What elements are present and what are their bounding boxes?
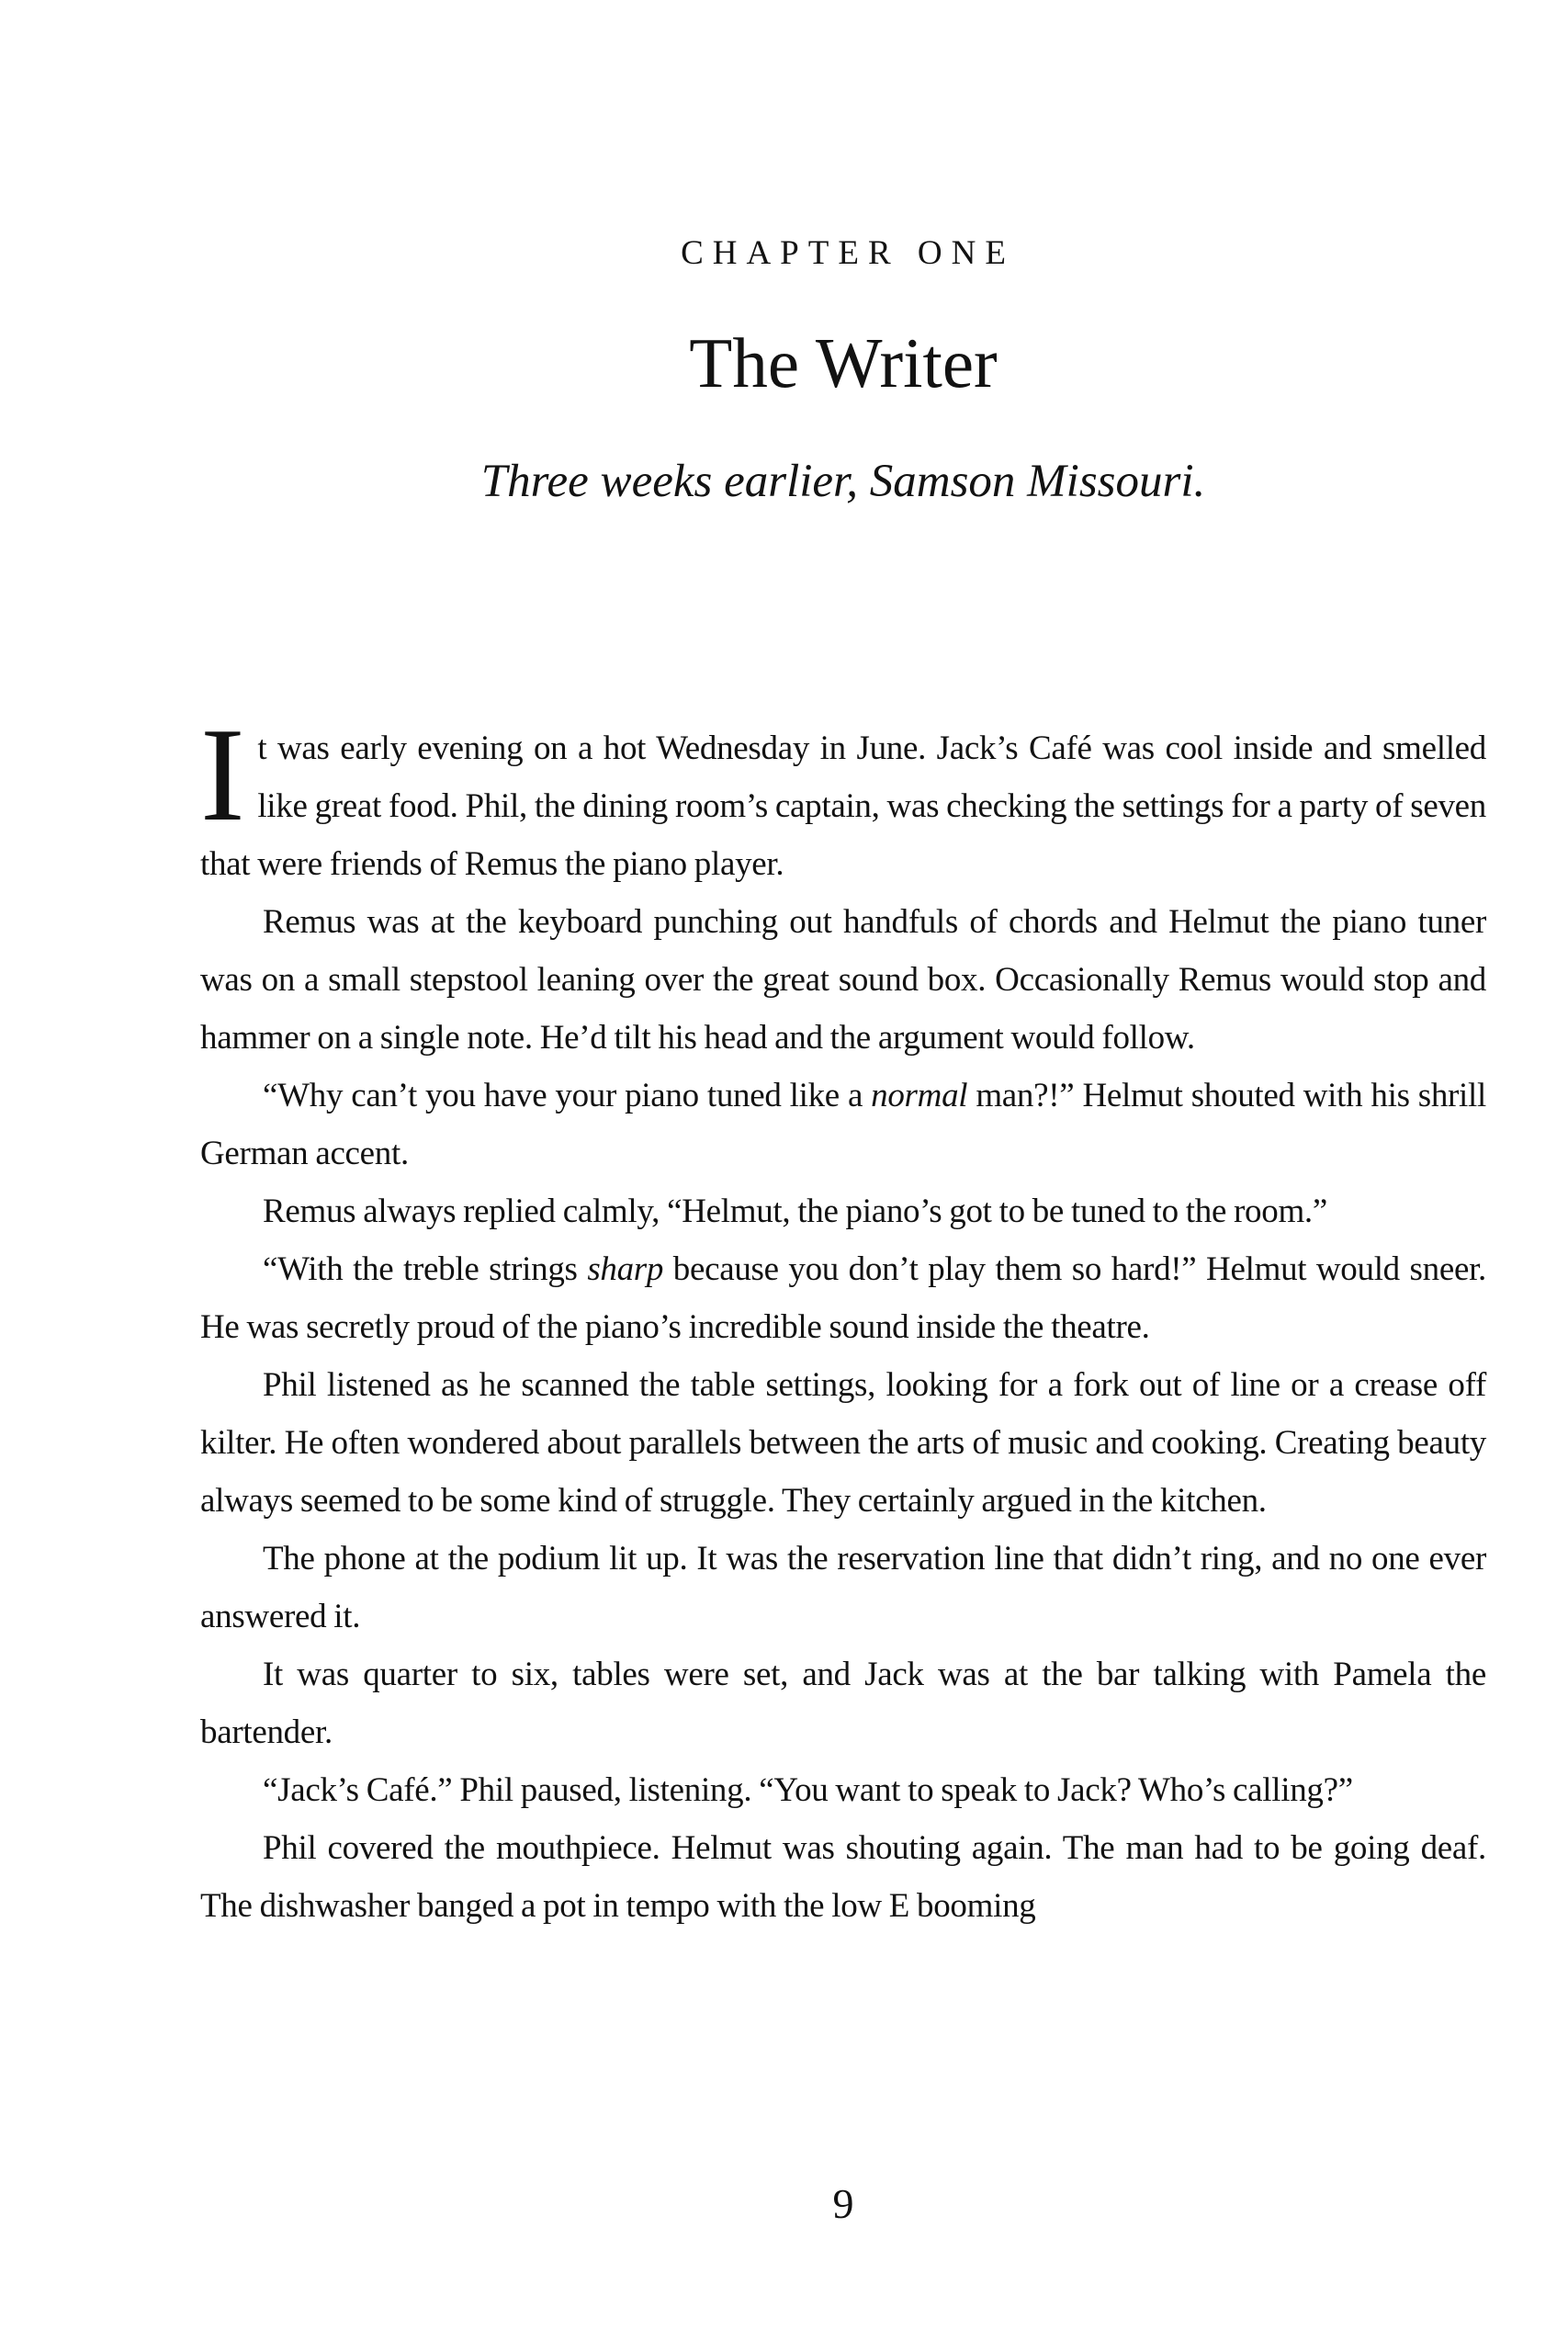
italic-run: normal	[871, 1076, 968, 1114]
text-run: t was early evening on a hot Wednesday in June. Jack’s Café was cool inside and smelled like great food. Phil, the dining room’s captain, was checking the settings for a party of seven that were friends of Remus the piano player.	[200, 729, 1486, 883]
text-column	[200, 0, 1486, 1935]
paragraph	[200, 1761, 1486, 1819]
paragraph	[200, 893, 1486, 1067]
paragraph	[200, 1356, 1486, 1530]
page-number: 9	[832, 2180, 854, 2227]
text-run: Phil listened as he scanned the table settings, looking for a fork out of line or a crease off kilter. He often wondered about parallels between the arts of music and cooking. Creating beauty always seemed to be some kind of struggle. They certainly argued in the kitchen.	[200, 1365, 1486, 1520]
text-run: “With the treble strings	[263, 1250, 588, 1288]
drop-cap: I	[200, 699, 245, 849]
paragraph	[200, 1645, 1486, 1761]
body-text	[200, 699, 1487, 1935]
paragraph	[200, 1182, 1486, 1240]
text-run: It was quarter to six, tables were set, and Jack was at the bar talking with Pamela the bartender.	[200, 1655, 1486, 1751]
paragraph	[200, 1240, 1486, 1356]
text-run: because you don’t play them so hard!” Helmut would sneer. He was secretly proud of the piano’s incredible sound inside the theatre.	[200, 1250, 1487, 1346]
text-run: The phone at the podium lit up. It was the reservation line that didn’t ring, and no one ever answered it.	[200, 1539, 1486, 1635]
paragraph	[200, 1067, 1486, 1182]
text-run: Phil covered the mouthpiece. Helmut was shouting again. The man had to be going deaf. The dishwasher banged a pot in tempo with the low E booming	[200, 1828, 1486, 1925]
paragraph	[200, 699, 1486, 893]
text-run: Remus was at the keyboard punching out handfuls of chords and Helmut the piano tuner was on a small stepstool leaning over the great sound box. Occasionally Remus would stop and hammer on a single note. He’d tilt his head and the argument would follow.	[200, 902, 1486, 1057]
text-run: “Jack’s Café.” Phil paused, listening. “You want to speak to Jack? Who’s calling?”	[263, 1770, 1353, 1809]
chapter-subtitle: Three weeks earlier, Samson Missouri.	[480, 455, 1206, 507]
text-run: “Why can’t you have your piano tuned like a	[263, 1076, 872, 1114]
text-run: man?!” Helmut shouted with his shrill German accent.	[200, 1076, 1486, 1172]
italic-run: sharp	[587, 1250, 664, 1288]
text-run: Remus always replied calmly, “Helmut, the piano’s got to be tuned to the room.”	[263, 1192, 1328, 1230]
chapter-title: The Writer	[689, 323, 998, 402]
paragraph	[200, 1819, 1486, 1935]
paragraph	[200, 1530, 1486, 1645]
chapter-label: CHAPTER ONE	[681, 234, 1015, 272]
